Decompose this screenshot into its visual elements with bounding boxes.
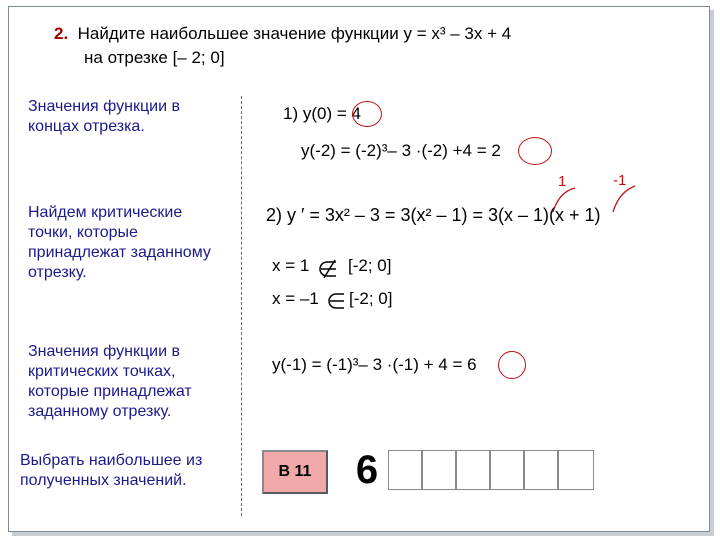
answer-cell[interactable] xyxy=(456,450,490,490)
ym2-value: 2 xyxy=(491,141,501,160)
answer-cell[interactable] xyxy=(490,450,524,490)
root-pos-label: 1 xyxy=(558,173,567,190)
answer-label: В 11 xyxy=(262,450,328,494)
ym2-expression xyxy=(301,141,501,161)
ym2-dot: · xyxy=(415,141,422,160)
task-line-1: Найдите наибольшее значение функции y = x³ – 3x + 4 xyxy=(77,24,512,43)
ym2-prefix: y(-2) = (-2)³– 3 xyxy=(301,141,416,160)
ym1-dot: · xyxy=(386,355,393,374)
divider-line xyxy=(241,96,242,516)
x2-line xyxy=(272,289,319,309)
answer-cell[interactable] xyxy=(524,450,558,490)
step-4-label: Выбрать наибольшее из полученных значений. xyxy=(20,452,203,489)
y0-expression xyxy=(283,104,361,124)
answer-gap xyxy=(328,450,346,490)
ym1-prefix: y(-1) = (-1)³– 3 xyxy=(272,355,387,374)
x2-interval: [-2; 0] xyxy=(349,289,393,308)
ym2-circle xyxy=(518,137,552,165)
ym1-circle xyxy=(498,351,526,379)
x1-prefix: x = 1 xyxy=(272,256,310,275)
answer-cell[interactable] xyxy=(388,450,422,490)
task-line-2: на отрезке [– 2; 0] xyxy=(84,48,225,67)
ym1-expression xyxy=(272,355,477,375)
step-2-label: Найдем критические точки, которые принадлежат заданному отрезку. xyxy=(28,204,211,281)
root-neg-label: -1 xyxy=(613,172,627,189)
y0-value: 4 xyxy=(351,104,361,123)
task-statement xyxy=(54,22,511,70)
element-of-icon xyxy=(327,291,347,311)
answer-row xyxy=(262,448,594,494)
not-element-icon xyxy=(318,258,340,280)
answer-cell[interactable] xyxy=(558,450,594,490)
x2-prefix: x = –1 xyxy=(272,289,319,308)
x1-interval: [-2; 0] xyxy=(348,256,392,275)
step-3-label: Значения функции в критических точках, которые принадлежат заданному отрезку. xyxy=(28,343,192,420)
ym1-value: 6 xyxy=(467,355,477,374)
x1-line xyxy=(272,256,309,276)
derivative-line: 2) y ′ = 3x² – 3 = 3(x² – 1) = 3(x – 1)(x + 1) xyxy=(266,205,601,225)
ym2-mid: (-2) +4 = xyxy=(421,141,492,160)
step-1-label: Значения функции в концах отрезка. xyxy=(28,98,180,135)
ym1-mid: (-1) + 4 = xyxy=(392,355,468,374)
task-number: 2. xyxy=(54,24,69,43)
y0-circle xyxy=(352,101,382,127)
y0-prefix: 1) y(0) = xyxy=(283,104,352,123)
answer-digit[interactable]: 6 xyxy=(346,450,388,490)
answer-cell[interactable] xyxy=(422,450,456,490)
